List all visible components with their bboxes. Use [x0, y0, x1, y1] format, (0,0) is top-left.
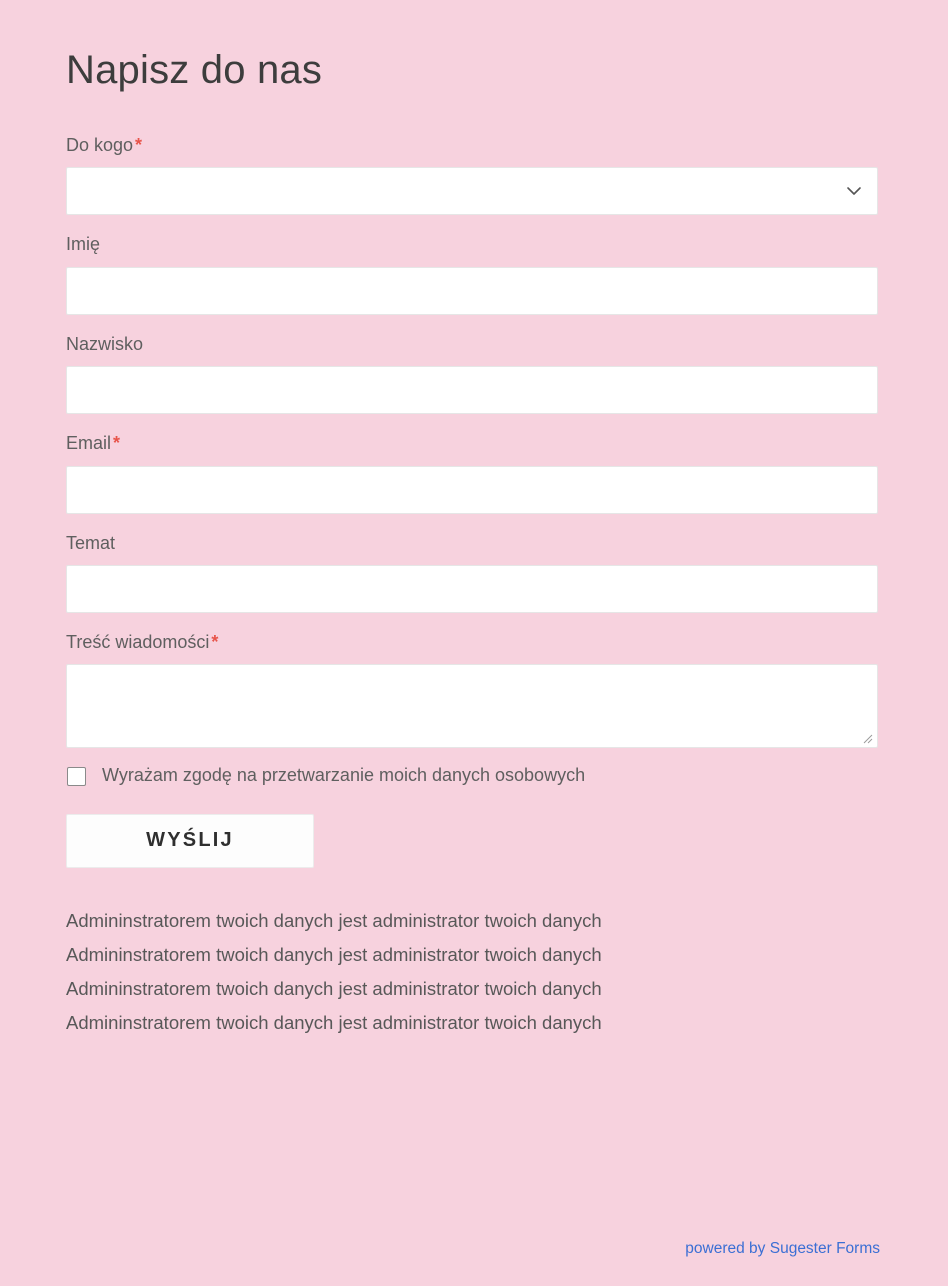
first-name-input[interactable] — [66, 267, 878, 315]
label-text-subject: Temat — [66, 532, 116, 553]
legal-text-block — [66, 904, 880, 1040]
field-label-message — [66, 631, 880, 654]
field-label-last-name — [66, 333, 880, 356]
legal-line: Admininstratorem twoich danych jest administrator twoich danych — [66, 1011, 602, 1033]
label-text-first-name: Imię — [66, 234, 101, 255]
field-first-name — [66, 233, 880, 314]
required-marker-email: * — [113, 433, 121, 454]
last-name-input[interactable] — [66, 366, 878, 414]
field-recipient — [66, 134, 880, 215]
recipient-select[interactable] — [66, 167, 878, 215]
subject-input[interactable] — [66, 565, 878, 613]
page-title: Napisz do nas — [66, 48, 323, 92]
label-text-recipient: Do kogo — [66, 135, 134, 155]
textarea-wrapper-message — [66, 664, 878, 748]
legal-line: Admininstratorem twoich danych jest administrator twoich danych — [66, 977, 602, 999]
required-marker-message: * — [211, 631, 219, 652]
label-text-last-name: Nazwisko — [66, 333, 144, 354]
submit-button[interactable]: WYŚLIJ — [66, 814, 314, 868]
powered-by-link[interactable]: powered by Sugester Forms — [685, 1240, 880, 1257]
select-wrapper-recipient — [66, 167, 878, 215]
legal-line: Admininstratorem twoich danych jest administrator twoich danych — [66, 909, 602, 931]
field-message — [66, 631, 880, 748]
email-input[interactable] — [66, 466, 878, 514]
field-subject — [66, 532, 880, 613]
field-email — [66, 432, 880, 513]
field-label-first-name — [66, 233, 880, 256]
label-text-email: Email — [66, 433, 112, 454]
consent-row — [66, 764, 880, 787]
field-label-subject — [66, 532, 880, 555]
label-text-message: Treść wiadomości — [66, 631, 210, 652]
consent-label: Wyrażam zgodę na przetwarzanie moich danych osobowych — [102, 765, 586, 786]
required-marker-recipient: * — [135, 135, 143, 155]
consent-checkbox[interactable] — [67, 767, 86, 786]
message-textarea[interactable] — [66, 664, 878, 748]
field-label-email — [66, 432, 880, 455]
field-last-name — [66, 333, 880, 414]
legal-line: Admininstratorem twoich danych jest administrator twoich danych — [66, 943, 602, 965]
field-label-recipient — [66, 134, 880, 157]
